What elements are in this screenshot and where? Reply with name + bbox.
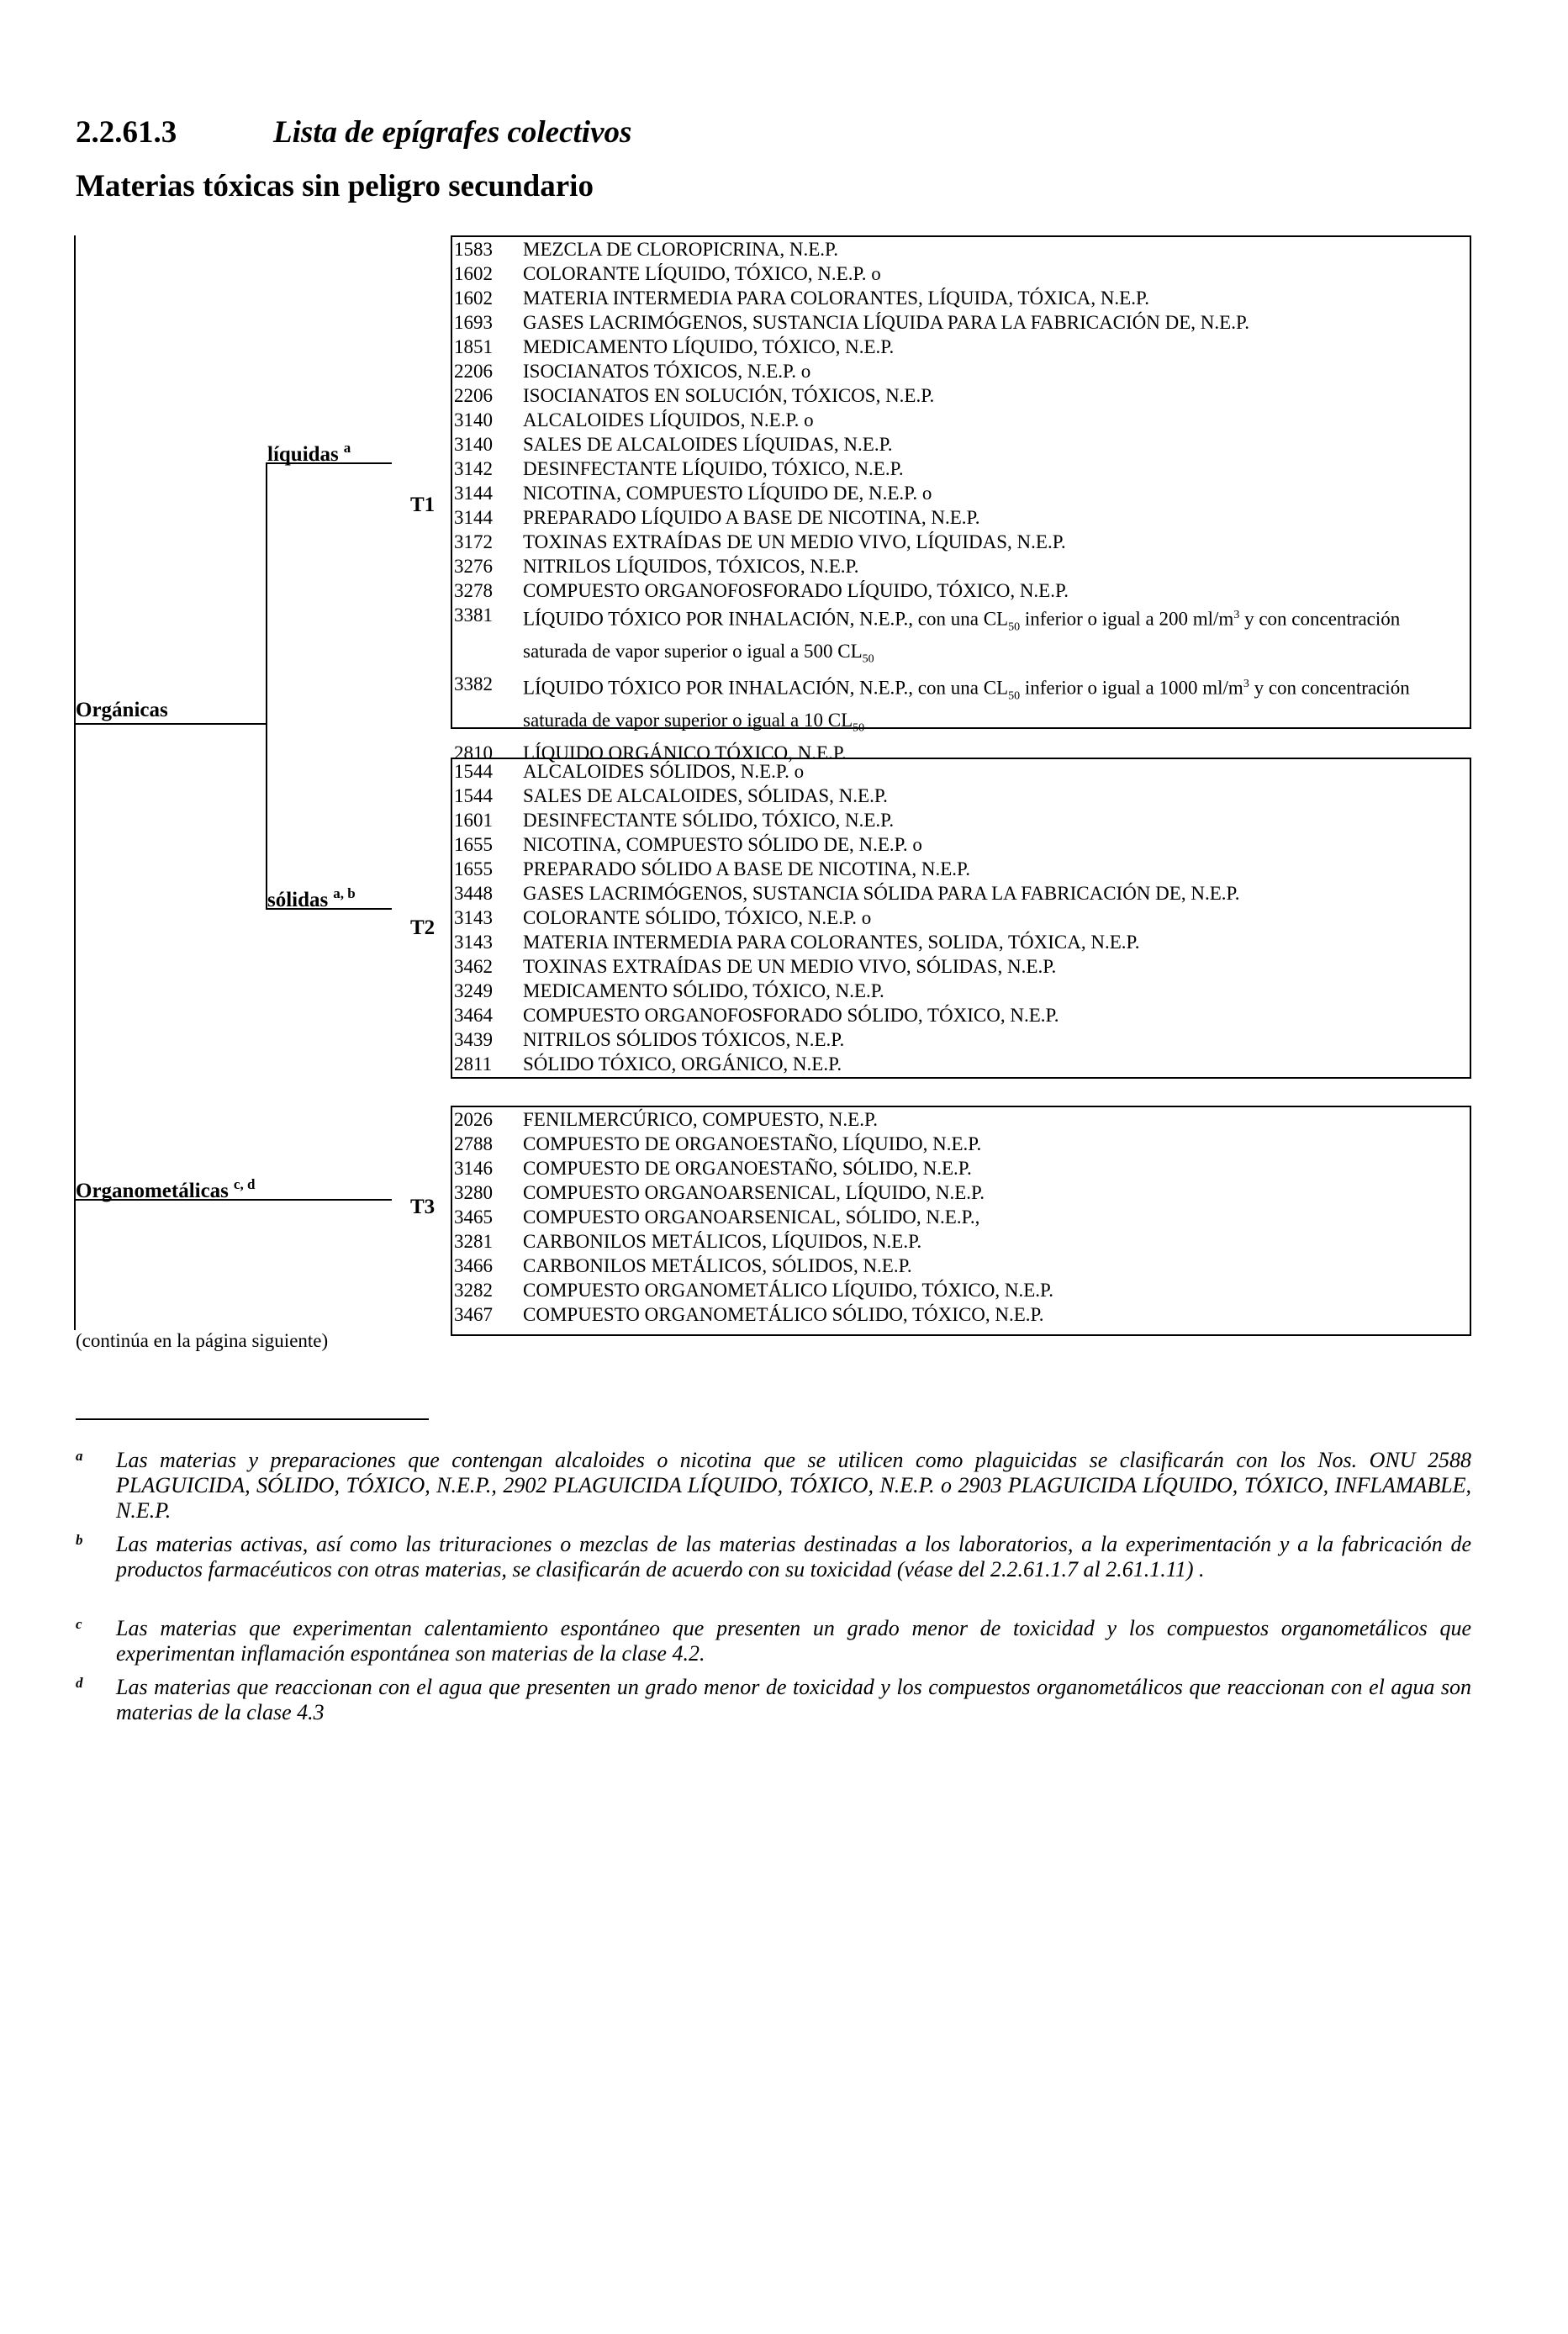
list-item [452, 1107, 1470, 1132]
un-number: 1544 [454, 785, 493, 806]
un-number: 3276 [454, 556, 493, 577]
entry-name: MEZCLA DE CLOROPICRINA, N.E.P. [523, 239, 839, 260]
un-number: 1602 [454, 288, 493, 309]
tree-organicas-line [266, 462, 267, 908]
footnote-rule [76, 1418, 429, 1420]
list-item [452, 930, 1470, 954]
entry-name: COMPUESTO ORGANOFOSFORADO SÓLIDO, TÓXICO, N.E.P. [523, 1005, 1059, 1026]
classification-code-t2: T2 [410, 916, 436, 939]
entry-name: FENILMERCÚRICO, COMPUESTO, N.E.P. [523, 1109, 878, 1130]
list-item [452, 672, 1470, 741]
entries-list-t3 [452, 1107, 1470, 1327]
entries-box-t1 [451, 235, 1471, 763]
entry-name: NICOTINA, COMPUESTO SÓLIDO DE, N.E.P. o [523, 834, 922, 855]
un-number: 3146 [454, 1158, 493, 1179]
entry-name: COMPUESTO ORGANOARSENICAL, LÍQUIDO, N.E.P. [523, 1182, 985, 1203]
un-number: 3144 [454, 483, 493, 504]
entry-name: LÍQUIDO TÓXICO POR INHALACIÓN, N.E.P., con una $CL_{50}$ inferior o igual a 200 $ml/m^3$ y con concentración saturada de vapor superior o igual a 500 $CL_{50}$ [523, 608, 1401, 666]
list-item [452, 359, 1470, 383]
entry-name: LÍQUIDO ORGÁNICO TÓXICO, N.E.P. [523, 742, 847, 763]
entry-name: PREPARADO LÍQUIDO A BASE DE NICOTINA, N.E.P. [523, 507, 980, 528]
section-heading [76, 114, 631, 150]
entry-name: COMPUESTO ORGANOFOSFORADO LÍQUIDO, TÓXICO, N.E.P. [523, 580, 1069, 601]
un-number: 3462 [454, 956, 493, 977]
un-number: 3172 [454, 531, 493, 552]
entry-name: ALCALOIDES LÍQUIDOS, N.E.P. o [523, 409, 814, 430]
un-number: 3439 [454, 1029, 493, 1050]
un-number: 3464 [454, 1005, 493, 1026]
un-number: 2206 [454, 361, 493, 382]
footnote-b: b Las materias activas, así como las trituraciones o mezclas de las materias destinadas a los laboratorios, a la experimentación y a la fabricación de productos farmacéuticos con otras materias, se clasificarán de acuerdo con su toxicidad (véase del 2.2.61.1.7 al 2.61.1.11) . [76, 1532, 1471, 1582]
entry-name: MEDICAMENTO SÓLIDO, TÓXICO, N.E.P. [523, 980, 884, 1001]
list-item [452, 408, 1470, 432]
un-number: 3282 [454, 1280, 493, 1301]
entry-name: DESINFECTANTE SÓLIDO, TÓXICO, N.E.P. [523, 810, 895, 831]
un-number: 3381 [454, 605, 493, 626]
footnote-a: a Las materias y preparaciones que contengan alcaloides o nicotina que se utilicen como plaguicidas se clasificarán con los Nos. ONU 2588 PLAGUICIDA, SÓLIDO, TÓXICO, N.E.P., 2902 PLAGUICIDA LÍQUIDO, TÓXICO, N.E.P. o 2903 PLAGUICIDA LÍQUIDO, TÓXICO, INFLAMABLE, N.E.P. [76, 1448, 1471, 1523]
un-number: 3382 [454, 673, 493, 694]
entry-name: COMPUESTO DE ORGANOESTAÑO, SÓLIDO, N.E.P. [523, 1158, 972, 1179]
list-item [452, 554, 1470, 578]
entry-name: COMPUESTO ORGANOARSENICAL, SÓLIDO, N.E.P., [523, 1207, 980, 1228]
entries-box-t2 [451, 758, 1471, 1079]
classification-code-t1: T1 [410, 494, 436, 516]
entry-name: CARBONILOS METÁLICOS, LÍQUIDOS, N.E.P. [523, 1231, 922, 1252]
label-liquidas: líquidas $^a$ [267, 440, 351, 466]
list-item [452, 784, 1470, 808]
un-number: 3142 [454, 458, 493, 479]
un-number: 3278 [454, 580, 493, 601]
un-number: 3465 [454, 1207, 493, 1228]
label-organicas: Orgánicas [76, 699, 168, 721]
section-number: 2.2.61.3 [76, 115, 177, 150]
list-item [452, 383, 1470, 408]
entry-name: SALES DE ALCALOIDES, SÓLIDAS, N.E.P. [523, 785, 888, 806]
list-item [452, 881, 1470, 906]
list-item [452, 979, 1470, 1003]
entry-name: NITRILOS LÍQUIDOS, TÓXICOS, N.E.P. [523, 556, 859, 577]
un-number: 3143 [454, 907, 493, 928]
list-item [452, 603, 1470, 672]
un-number: 3143 [454, 932, 493, 953]
page-subtitle: Materias tóxicas sin peligro secundario [76, 169, 594, 203]
un-number: 3466 [454, 1255, 493, 1276]
un-number: 1583 [454, 239, 493, 260]
un-number: 3249 [454, 980, 493, 1001]
tree-branch-organicas [74, 723, 267, 725]
un-number: 1601 [454, 810, 493, 831]
un-number: 3281 [454, 1231, 493, 1252]
entry-name: COMPUESTO DE ORGANOESTAÑO, LÍQUIDO, N.E.P. [523, 1133, 982, 1154]
un-number: 1693 [454, 312, 493, 333]
list-item [452, 857, 1470, 881]
list-item [452, 954, 1470, 979]
entry-name: GASES LACRIMÓGENOS, SUSTANCIA LÍQUIDA PARA LA FABRICACIÓN DE, N.E.P. [523, 312, 1249, 333]
un-number: 3140 [454, 409, 493, 430]
entry-name: MATERIA INTERMEDIA PARA COLORANTES, LÍQUIDA, TÓXICA, N.E.P. [523, 288, 1149, 309]
list-item [452, 1180, 1470, 1205]
entries-list-t1 [452, 237, 1470, 603]
un-number: 3144 [454, 507, 493, 528]
list-item [452, 1052, 1470, 1076]
entries-list-t2 [452, 759, 1470, 1076]
un-number: 2810 [454, 742, 493, 763]
entry-name: GASES LACRIMÓGENOS, SUSTANCIA SÓLIDA PARA LA FABRICACIÓN DE, N.E.P. [523, 883, 1240, 904]
un-number: 1655 [454, 858, 493, 879]
entry-name: SALES DE ALCALOIDES LÍQUIDAS, N.E.P. [523, 434, 893, 455]
list-item [452, 335, 1470, 359]
footnote-c: c Las materias que experimentan calentamiento espontáneo que presenten un grado menor de toxicidad y los compuestos organometálicos que experimentan inflamación espontánea son materias de la clase 4.2. [76, 1616, 1471, 1666]
list-item [452, 1254, 1470, 1278]
entries-box-t3 [451, 1106, 1471, 1336]
entry-name: COMPUESTO ORGANOMETÁLICO SÓLIDO, TÓXICO, N.E.P. [523, 1304, 1044, 1325]
list-item [452, 832, 1470, 857]
entry-name: ISOCIANATOS TÓXICOS, N.E.P. o [523, 361, 811, 382]
un-number: 3467 [454, 1304, 493, 1325]
list-item [452, 1156, 1470, 1180]
entry-name: COMPUESTO ORGANOMETÁLICO LÍQUIDO, TÓXICO, N.E.P. [523, 1280, 1054, 1301]
list-item [452, 1278, 1470, 1302]
list-item [452, 481, 1470, 505]
tree-main-line [74, 235, 76, 1330]
list-item [452, 1003, 1470, 1027]
un-number: 2811 [454, 1053, 493, 1075]
entry-name: MATERIA INTERMEDIA PARA COLORANTES, SOLIDA, TÓXICA, N.E.P. [523, 932, 1140, 953]
entry-name: CARBONILOS METÁLICOS, SÓLIDOS, N.E.P. [523, 1255, 912, 1276]
un-number: 1655 [454, 834, 493, 855]
entry-name: LÍQUIDO TÓXICO POR INHALACIÓN, N.E.P., con una $CL_{50}$ inferior o igual a 1000 $ml/m^3$ y con concentración saturada de vapor superior o igual a 10 $CL_{50}$ [523, 677, 1410, 735]
list-item [452, 237, 1470, 261]
list-item [452, 1229, 1470, 1254]
entry-name: PREPARADO SÓLIDO A BASE DE NICOTINA, N.E.P. [523, 858, 971, 879]
list-item [452, 310, 1470, 335]
list-item [452, 906, 1470, 930]
entry-name: TOXINAS EXTRAÍDAS DE UN MEDIO VIVO, LÍQUIDAS, N.E.P. [523, 531, 1066, 552]
list-item [452, 432, 1470, 457]
list-item [452, 530, 1470, 554]
list-item [452, 808, 1470, 832]
un-number: 1851 [454, 336, 493, 357]
entry-name: ALCALOIDES SÓLIDOS, N.E.P. o [523, 761, 805, 782]
entry-name: ISOCIANATOS EN SOLUCIÓN, TÓXICOS, N.E.P. [523, 385, 935, 406]
entry-name: SÓLIDO TÓXICO, ORGÁNICO, N.E.P. [523, 1053, 842, 1075]
section-title: Lista de epígrafes colectivos [273, 115, 632, 150]
un-number: 3448 [454, 883, 493, 904]
entry-name: MEDICAMENTO LÍQUIDO, TÓXICO, N.E.P. [523, 336, 895, 357]
entry-name: NICOTINA, COMPUESTO LÍQUIDO DE, N.E.P. o [523, 483, 932, 504]
entry-name: COLORANTE LÍQUIDO, TÓXICO, N.E.P. o [523, 263, 881, 284]
list-item [452, 1205, 1470, 1229]
un-number: 1602 [454, 263, 493, 284]
entry-name: NITRILOS SÓLIDOS TÓXICOS, N.E.P. [523, 1029, 845, 1050]
list-item [452, 1302, 1470, 1327]
entry-name: TOXINAS EXTRAÍDAS DE UN MEDIO VIVO, SÓLIDAS, N.E.P. [523, 956, 1057, 977]
un-number: 3140 [454, 434, 493, 455]
un-number: 1544 [454, 761, 493, 782]
un-number: 2206 [454, 385, 493, 406]
label-organometalicas: Organometálicas $^{c, d}$ [76, 1176, 256, 1202]
label-solidas: sólidas $^{a, b}$ [267, 885, 356, 911]
continued-note: (continúa en la página siguiente) [76, 1330, 329, 1351]
list-item [452, 1027, 1470, 1052]
list-item [452, 505, 1470, 530]
list-item [452, 261, 1470, 286]
list-item [452, 286, 1470, 310]
un-number: 2788 [454, 1133, 493, 1154]
entry-name: DESINFECTANTE LÍQUIDO, TÓXICO, N.E.P. [523, 458, 904, 479]
list-item [452, 759, 1470, 784]
un-number: 2026 [454, 1109, 493, 1130]
un-number: 3280 [454, 1182, 493, 1203]
list-item [452, 1132, 1470, 1156]
list-item [452, 457, 1470, 481]
footnote-d: d Las materias que reaccionan con el agua que presenten un grado menor de toxicidad y los compuestos organometálicos que reaccionan con el agua son materias de la clase 4.3 [76, 1675, 1471, 1724]
list-item [452, 578, 1470, 603]
classification-code-t3: T3 [410, 1196, 436, 1218]
entry-name: COLORANTE SÓLIDO, TÓXICO, N.E.P. o [523, 907, 872, 928]
